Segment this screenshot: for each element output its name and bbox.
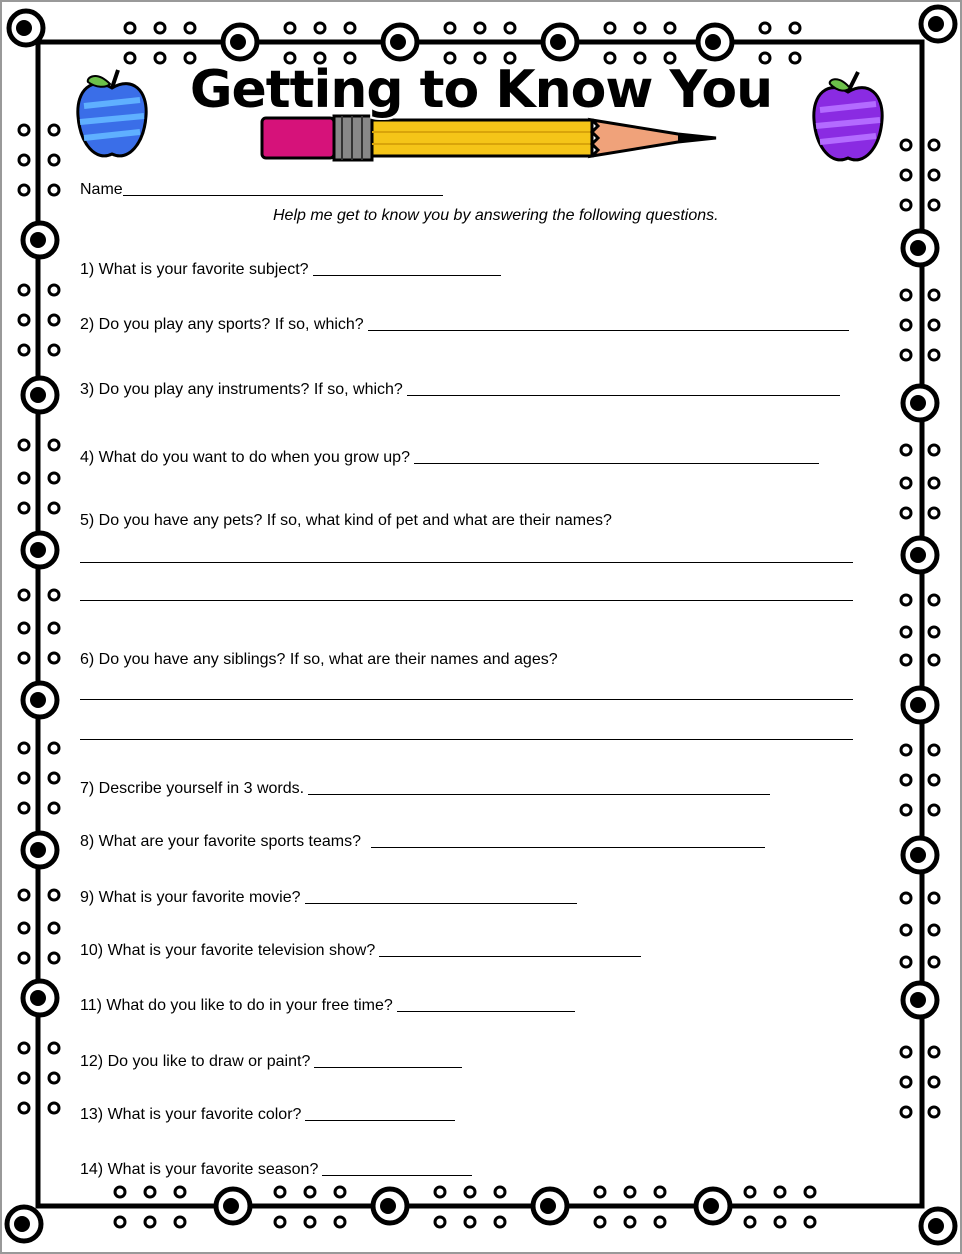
border-dot <box>929 1107 939 1117</box>
border-dot <box>125 23 135 33</box>
border-dot <box>495 1217 505 1227</box>
border-dot <box>929 478 939 488</box>
border-dot <box>901 508 911 518</box>
border-eye-pupil <box>550 34 566 50</box>
border-dot <box>495 1187 505 1197</box>
border-dot <box>595 1187 605 1197</box>
border-dot <box>175 1217 185 1227</box>
answer-blank[interactable] <box>414 462 819 464</box>
border-dot <box>49 743 59 753</box>
border-eye-pupil <box>30 842 46 858</box>
border-dot <box>901 350 911 360</box>
border-eye-pupil <box>30 232 46 248</box>
border-dot <box>19 473 29 483</box>
name-label: Name <box>80 181 123 198</box>
border-dot <box>49 923 59 933</box>
answer-line[interactable] <box>80 600 853 601</box>
border-eye-pupil <box>30 692 46 708</box>
border-dot <box>901 445 911 455</box>
border-eye-pupil <box>540 1198 556 1214</box>
question-5: 5) Do you have any pets? If so, what kind of pet and what are their names? <box>80 512 612 529</box>
border-eye-pupil <box>30 387 46 403</box>
page-title: Getting to Know You <box>189 60 773 120</box>
border-dot <box>595 1217 605 1227</box>
border-dot <box>929 320 939 330</box>
border-dot <box>929 290 939 300</box>
border-dot <box>929 1047 939 1057</box>
border-dot <box>19 155 29 165</box>
answer-blank[interactable] <box>368 329 849 331</box>
border-dot <box>775 1187 785 1197</box>
name-blank[interactable] <box>123 194 443 196</box>
border-dot <box>49 653 59 663</box>
border-dot <box>775 1217 785 1227</box>
border-dot <box>605 23 615 33</box>
border-dot <box>901 1047 911 1057</box>
border-dot <box>655 1217 665 1227</box>
border-dot <box>335 1187 345 1197</box>
border-dot <box>929 805 939 815</box>
border-dot <box>901 1107 911 1117</box>
question-12: 12) Do you like to draw or paint? <box>80 1053 462 1071</box>
border-dot <box>49 345 59 355</box>
border-dot <box>49 185 59 195</box>
border-dot <box>175 1187 185 1197</box>
border-dot <box>901 290 911 300</box>
border-dot <box>929 925 939 935</box>
border-dot <box>49 1043 59 1053</box>
border-dot <box>19 890 29 900</box>
border-eye-pupil <box>223 1198 239 1214</box>
answer-line[interactable] <box>80 562 853 563</box>
border-dot <box>49 590 59 600</box>
border-dot <box>49 285 59 295</box>
border-dot <box>49 803 59 813</box>
border-eye-pupil <box>910 847 926 863</box>
question-10: 10) What is your favorite television show? <box>80 942 641 960</box>
answer-blank[interactable] <box>407 394 840 396</box>
border-dot <box>49 155 59 165</box>
border-dot <box>49 953 59 963</box>
border-dot <box>115 1187 125 1197</box>
border-dot <box>655 1187 665 1197</box>
border-dot <box>49 773 59 783</box>
border-dot <box>760 23 770 33</box>
border-dot <box>901 1077 911 1087</box>
border-dot <box>465 1217 475 1227</box>
question-13: 13) What is your favorite color? <box>80 1106 455 1124</box>
border-eye-pupil <box>705 34 721 50</box>
border-dot <box>929 350 939 360</box>
border-dot <box>19 623 29 633</box>
border-dot <box>305 1217 315 1227</box>
answer-blank[interactable] <box>322 1174 472 1176</box>
border-dot <box>929 627 939 637</box>
question-6: 6) Do you have any siblings? If so, what are their names and ages? <box>80 651 558 668</box>
border-dot <box>745 1187 755 1197</box>
border-dot <box>901 170 911 180</box>
border-dot <box>901 805 911 815</box>
answer-blank[interactable] <box>305 902 577 904</box>
border-dot <box>335 1217 345 1227</box>
border-dot <box>19 1073 29 1083</box>
border-dot <box>435 1187 445 1197</box>
border-dot <box>901 320 911 330</box>
instructions: Help me get to know you by answering the following questions. <box>273 207 719 224</box>
border-dot <box>929 595 939 605</box>
border-eye-pupil <box>14 1216 30 1232</box>
border-dot <box>19 1103 29 1113</box>
border-dot <box>315 23 325 33</box>
border-dot <box>901 478 911 488</box>
border-dot <box>901 893 911 903</box>
border-dot <box>790 23 800 33</box>
answer-blank[interactable] <box>397 1010 575 1012</box>
question-14: 14) What is your favorite season? <box>80 1161 472 1179</box>
answer-blank[interactable] <box>313 274 501 276</box>
border-dot <box>901 595 911 605</box>
question-9: 9) What is your favorite movie? <box>80 889 577 907</box>
border-dot <box>49 1073 59 1083</box>
border-dot <box>345 23 355 33</box>
question-8: 8) What are your favorite sports teams? <box>80 833 765 851</box>
answer-blank[interactable] <box>308 793 770 795</box>
border-dot <box>445 23 455 33</box>
question-2: 2) Do you play any sports? If so, which? <box>80 316 849 334</box>
border-eye-pupil <box>230 34 246 50</box>
border-dot <box>929 775 939 785</box>
border-eye-pupil <box>910 697 926 713</box>
border-eye-pupil <box>910 395 926 411</box>
border-dot <box>49 623 59 633</box>
border-dot <box>49 503 59 513</box>
border-dot <box>19 440 29 450</box>
border-dot <box>19 590 29 600</box>
border-dot <box>49 440 59 450</box>
answer-blank[interactable] <box>371 846 765 848</box>
border-dot <box>49 315 59 325</box>
border-dot <box>305 1187 315 1197</box>
border-dot <box>19 503 29 513</box>
question-1: 1) What is your favorite subject? <box>80 261 501 279</box>
border-dot <box>929 893 939 903</box>
border-dot <box>635 23 645 33</box>
border-dot <box>19 315 29 325</box>
border-dot <box>929 1077 939 1087</box>
border-dot <box>901 925 911 935</box>
border-dot <box>505 23 515 33</box>
question-3: 3) Do you play any instruments? If so, which? <box>80 381 840 399</box>
border-dot <box>901 957 911 967</box>
border-dot <box>49 125 59 135</box>
answer-blank[interactable] <box>379 955 641 957</box>
border-dot <box>805 1187 815 1197</box>
border-eye-pupil <box>910 992 926 1008</box>
name-field[interactable] <box>80 181 443 199</box>
answer-line[interactable] <box>80 739 853 740</box>
question-11: 11) What do you like to do in your free time? <box>80 997 575 1015</box>
answer-line[interactable] <box>80 699 853 700</box>
border-dot <box>929 170 939 180</box>
border-dot <box>929 957 939 967</box>
border-dot <box>285 23 295 33</box>
border-dot <box>929 200 939 210</box>
border-dot <box>49 473 59 483</box>
border-dot <box>19 773 29 783</box>
border-dot <box>19 653 29 663</box>
question-7: 7) Describe yourself in 3 words. <box>80 780 770 798</box>
border-eye-pupil <box>380 1198 396 1214</box>
question-4: 4) What do you want to do when you grow up? <box>80 449 819 467</box>
border-dot <box>929 140 939 150</box>
border-dot <box>275 1217 285 1227</box>
border-dot <box>155 23 165 33</box>
answer-blank[interactable] <box>305 1119 455 1121</box>
border-eye-pupil <box>30 990 46 1006</box>
border-dot <box>145 1187 155 1197</box>
border-dot <box>901 140 911 150</box>
border-eye-pupil <box>910 547 926 563</box>
border-dot <box>19 923 29 933</box>
border-dot <box>665 23 675 33</box>
border-dot <box>901 745 911 755</box>
border-dot <box>19 285 29 295</box>
border-dot <box>901 627 911 637</box>
border-eye-pupil <box>928 16 944 32</box>
border-dot <box>145 1217 155 1227</box>
border-dot <box>19 803 29 813</box>
border-dot <box>475 23 485 33</box>
border-dot <box>19 345 29 355</box>
border-eye-pupil <box>30 542 46 558</box>
border-dot <box>929 745 939 755</box>
border-dot <box>901 200 911 210</box>
border-eye-pupil <box>16 20 32 36</box>
border-dot <box>465 1187 475 1197</box>
border-dot <box>185 23 195 33</box>
border-dot <box>19 185 29 195</box>
border-dot <box>19 743 29 753</box>
border-dot <box>929 508 939 518</box>
border-dot <box>745 1217 755 1227</box>
border-eye-pupil <box>928 1218 944 1234</box>
border-dot <box>929 445 939 455</box>
border-dot <box>49 890 59 900</box>
border-eye-pupil <box>910 240 926 256</box>
border-dot <box>929 655 939 665</box>
border-eye-pupil <box>703 1198 719 1214</box>
answer-blank[interactable] <box>314 1066 462 1068</box>
border-dot <box>435 1217 445 1227</box>
border-dot <box>49 1103 59 1113</box>
border-dot <box>901 775 911 785</box>
border-dot <box>19 1043 29 1053</box>
border-dot <box>901 655 911 665</box>
border-dot <box>19 953 29 963</box>
border-dot <box>625 1217 635 1227</box>
border-dot <box>19 125 29 135</box>
border-dot <box>115 1217 125 1227</box>
border-dot <box>625 1187 635 1197</box>
border-dot <box>805 1217 815 1227</box>
border-dot <box>275 1187 285 1197</box>
border-eye-pupil <box>390 34 406 50</box>
